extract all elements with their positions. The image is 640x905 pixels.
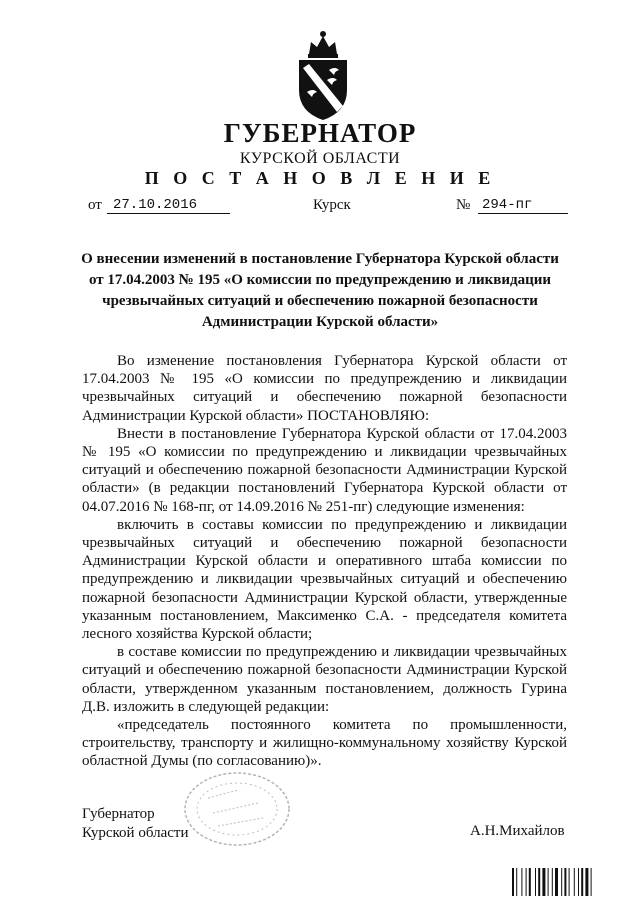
- signatory-name: А.Н.Михайлов: [470, 823, 565, 839]
- decree-number: 294-пг: [478, 197, 568, 214]
- body-paragraph: Во изменение постановления Губернатора Курской области от 17.04.2003 № 195 «О комиссии по предупреждению и ликвидации чрезвычайных ситуаций и обеспечению пожарной безопасности Администрации Курской области» ПОСТАНОВЛЯЮ:: [82, 353, 567, 424]
- body-paragraph: «председатель постоянного комитета по промышленности, строительству, транспорту и жилищно-коммунальному хозяйству Курской областной Думы (по согласованию)».: [82, 717, 567, 770]
- decree-city: Курск: [313, 197, 351, 213]
- decree-date: 27.10.2016: [107, 197, 230, 214]
- document-title-line: Администрации Курской области»: [201, 314, 439, 330]
- signatory-position-line: Курской области: [82, 825, 189, 841]
- document-body: [82, 352, 567, 771]
- signatory-position: [82, 805, 188, 843]
- document-title-line: чрезвычайных ситуаций и обеспечению пожарной безопасности: [102, 293, 538, 309]
- decree-heading: П О С Т А Н О В Л Е Н И Е: [144, 168, 496, 188]
- date-label: от: [88, 197, 102, 213]
- document-title: [70, 249, 570, 333]
- barcode-icon: [512, 868, 616, 896]
- body-paragraph: включить в составы комиссии по предупреждению и ликвидации чрезвычайных ситуаций и обеспечению пожарной безопасности Администрации Курской области и оперативного штаба комиссии по предупреждению и ликвидации чрезвычайных ситуаций и обеспечению пожарной безопасности Администрации Курской области, утвержденные указанным постановлением, Максименко С.А. - председателя комитета лесного хозяйства Курской области;: [82, 516, 567, 643]
- number-label: №: [456, 197, 471, 213]
- region-subtitle: КУРСКОЙ ОБЛАСТИ: [239, 150, 401, 167]
- coat-of-arms-icon: [293, 28, 353, 123]
- document-title-line: от 17.04.2003 № 195 «О комиссии по предупреждению и ликвидации: [88, 272, 552, 288]
- body-paragraph: Внести в постановление Губернатора Курской области от 17.04.2003 № 195 «О комиссии по предупреждению и ликвидации чрезвычайных ситуаций и обеспечению пожарной безопасности Администрации Курской области» (в редакции постановлений Губернатора Курской области от 04.07.2016 № 168-пг, от 14.09.2016 № 251-пг) следующие изменения:: [82, 425, 567, 515]
- body-paragraph: в составе комиссии по предупреждению и ликвидации чрезвычайных ситуаций и обеспечению пожарной безопасности Администрации Курской области, утвержденном указанным постановлением, должность Гурина Д.В. изложить в следующей редакции:: [82, 644, 567, 715]
- signatory-position-line: Губернатор: [82, 806, 155, 822]
- seal-stamp-icon: [178, 768, 296, 850]
- governor-title: ГУБЕРНАТОР: [223, 118, 417, 148]
- document-title-line: О внесении изменений в постановление Губернатора Курской области: [81, 251, 559, 267]
